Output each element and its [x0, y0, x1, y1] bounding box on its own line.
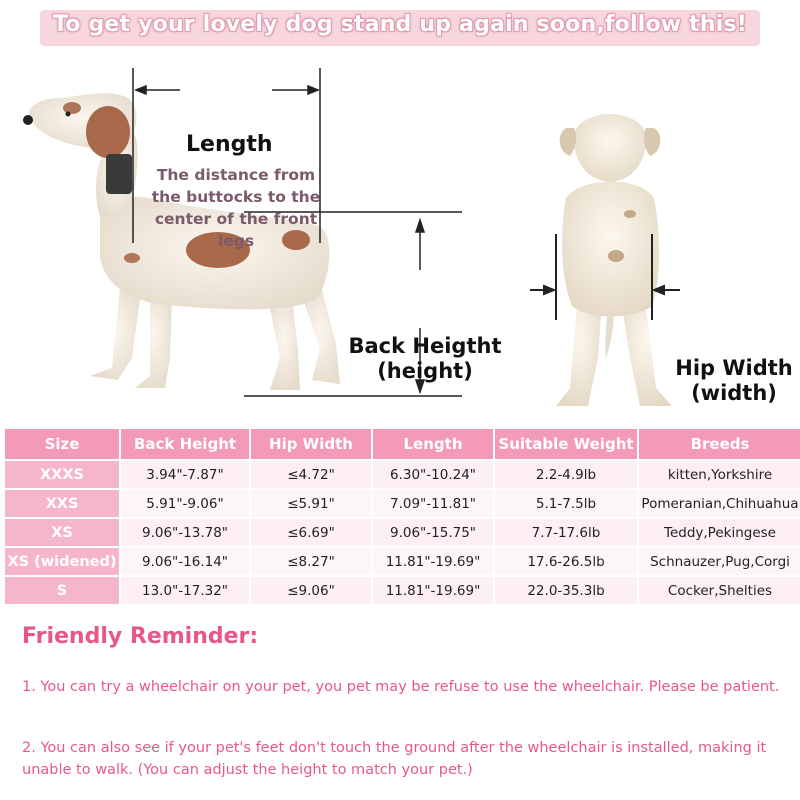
hip-width-label [668, 356, 800, 406]
size-cell: XS [5, 519, 119, 546]
weight-cell: 22.0-35.3lb [495, 577, 637, 604]
length-cell: 7.09"-11.81" [373, 490, 493, 517]
hip-width-cell: ≤8.27" [251, 548, 371, 575]
size-cell: XS (widened) [5, 548, 119, 575]
length-cell: 6.30"-10.24" [373, 461, 493, 488]
reminder-item-2: 2. You can also see if your pet's feet don't touch the ground after the wheelchair is installed, making it unable to walk. (You can adjust the height to match your pet.) [22, 740, 767, 778]
breeds-cell: Schnauzer,Pug,Corgi [639, 548, 800, 575]
length-cell: 11.81"-19.69" [373, 577, 493, 604]
back-height-line: Back Heigtht [348, 334, 502, 358]
weight-cell: 2.2-4.9lb [495, 461, 637, 488]
breeds-cell: Pomeranian,Chihuahua [639, 490, 800, 517]
length-label: Length [186, 132, 273, 157]
header-length: Length [373, 429, 493, 459]
reminder-title: Friendly Reminder: [22, 624, 259, 649]
size-cell: S [5, 577, 119, 604]
table-row [5, 577, 800, 604]
length-cell: 11.81"-19.69" [373, 548, 493, 575]
header-hip-width: Hip Width [251, 429, 371, 459]
header-breeds: Breeds [639, 429, 800, 459]
size-table [3, 427, 800, 606]
hip-width-cell: ≤4.72" [251, 461, 371, 488]
hip-width-line: Hip Width [675, 356, 793, 380]
table-row [5, 519, 800, 546]
header-size: Size [5, 429, 119, 459]
hip-width-cell: ≤9.06" [251, 577, 371, 604]
back-height-label [344, 334, 506, 384]
hip-width-cell: ≤6.69" [251, 519, 371, 546]
back-height-cell: 9.06"-13.78" [121, 519, 249, 546]
length-cell: 9.06"-15.75" [373, 519, 493, 546]
back-height-line: (height) [377, 359, 473, 383]
table-row [5, 490, 800, 517]
breeds-cell: Cocker,Shelties [639, 577, 800, 604]
hip-width-line: (width) [691, 381, 777, 405]
table-row [5, 461, 800, 488]
length-desc-line: The distance from [156, 166, 316, 184]
length-desc-line: the buttocks to the [151, 188, 321, 206]
breeds-cell: Teddy,Pekingese [639, 519, 800, 546]
hip-width-cell: ≤5.91" [251, 490, 371, 517]
back-height-cell: 9.06"-16.14" [121, 548, 249, 575]
header-suitable-weight: Suitable Weight [495, 429, 637, 459]
size-table-container [3, 427, 797, 606]
table-row [5, 548, 800, 575]
length-desc-line: center of the front legs [154, 210, 318, 250]
top-banner [0, 0, 800, 58]
weight-cell: 7.7-17.6lb [495, 519, 637, 546]
weight-cell: 17.6-26.5lb [495, 548, 637, 575]
table-header-row [5, 429, 800, 459]
back-height-cell: 13.0"-17.32" [121, 577, 249, 604]
size-cell: XXXS [5, 461, 119, 488]
breeds-cell: kitten,Yorkshire [639, 461, 800, 488]
weight-cell: 5.1-7.5lb [495, 490, 637, 517]
banner-title: To get your lovely dog stand up again soon,follow this! [52, 12, 747, 37]
measurement-diagram [0, 58, 800, 420]
length-description [138, 164, 334, 252]
back-height-cell: 3.94"-7.87" [121, 461, 249, 488]
size-cell: XXS [5, 490, 119, 517]
dog-rear-view [556, 114, 672, 406]
header-back-height: Back Height [121, 429, 249, 459]
reminder-item-1: 1. You can try a wheelchair on your pet, you pet may be refuse to use the wheelchair. Please be patient. [22, 679, 780, 695]
back-height-cell: 5.91"-9.06" [121, 490, 249, 517]
